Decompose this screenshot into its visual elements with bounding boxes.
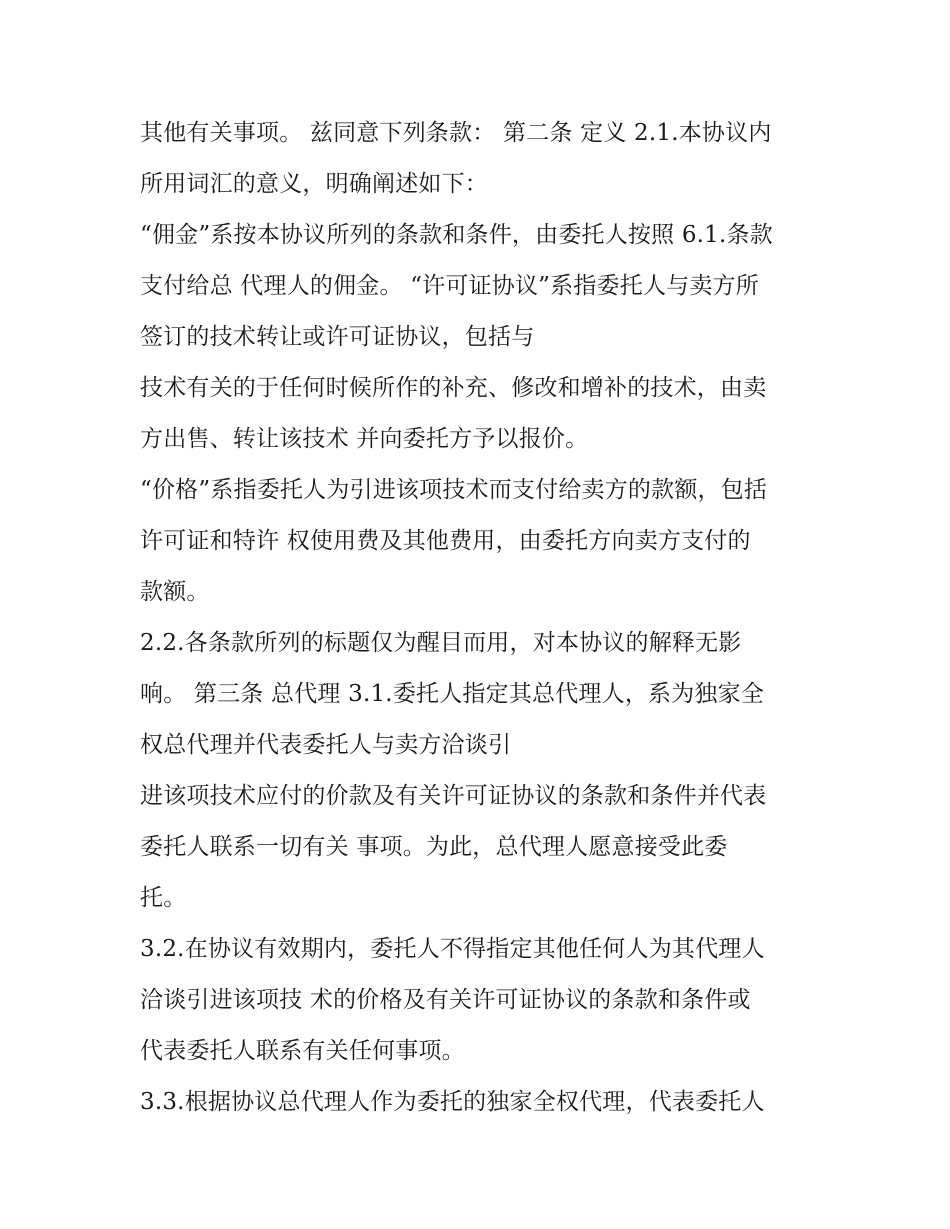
text-line: 方出售、转让该技术 并向委托方予以报价。 — [140, 426, 589, 452]
text-line: 响。 第三条 总代理 3.1.委托人指定其总代理人，系为独家全 — [140, 681, 765, 707]
text-line: 3.3.根据协议总代理人作为委托的独家全权代理，代表委托人 — [140, 1089, 765, 1115]
text-line: 洽谈引进该项技 术的价格及有关许可证协议的条款和条件或 — [140, 987, 751, 1013]
text-line: 3.2.在协议有效期内，委托人不得指定其他任何人为其代理人 — [140, 936, 765, 962]
text-line: 进该项技术应付的价款及有关许可证协议的条款和条件并代表 — [140, 783, 767, 809]
text-line: “价格”系指委托人为引进该项技术而支付给卖方的款额，包括 — [140, 477, 768, 503]
text-line: 其他有关事项。 兹同意下列条款： 第二条 定义 2.1.本协议内 — [140, 120, 772, 146]
text-line: 委托人联系一切有关 事项。为此，总代理人愿意接受此委 — [140, 834, 728, 860]
text-line: 托。 — [140, 885, 187, 911]
text-line: 款额。 — [140, 579, 210, 605]
text-line: 签订的技术转让或许可证协议，包括与 — [140, 324, 535, 350]
text-line: 2.2.各条款所列的标题仅为醒目而用，对本协议的解释无影 — [140, 630, 742, 656]
text-line: 所用词汇的意义，明确阐述如下： — [140, 171, 488, 197]
text-line: “佣金”系按本协议所列的条款和条件，由委托人按照 6.1.条款 — [140, 222, 773, 248]
document-body — [140, 108, 830, 1128]
text-line: 许可证和特许 权使用费及其他费用，由委托方向卖方支付的 — [140, 528, 751, 554]
text-line: 技术有关的于任何时候所作的补充、修改和增补的技术，由卖 — [140, 375, 767, 401]
text-line: 代表委托人联系有关任何事项。 — [140, 1038, 465, 1064]
text-line: 权总代理并代表委托人与卖方洽谈引 — [140, 732, 512, 758]
text-line: 支付给总 代理人的佣金。 “许可证协议”系指委托人与卖方所 — [140, 273, 759, 299]
